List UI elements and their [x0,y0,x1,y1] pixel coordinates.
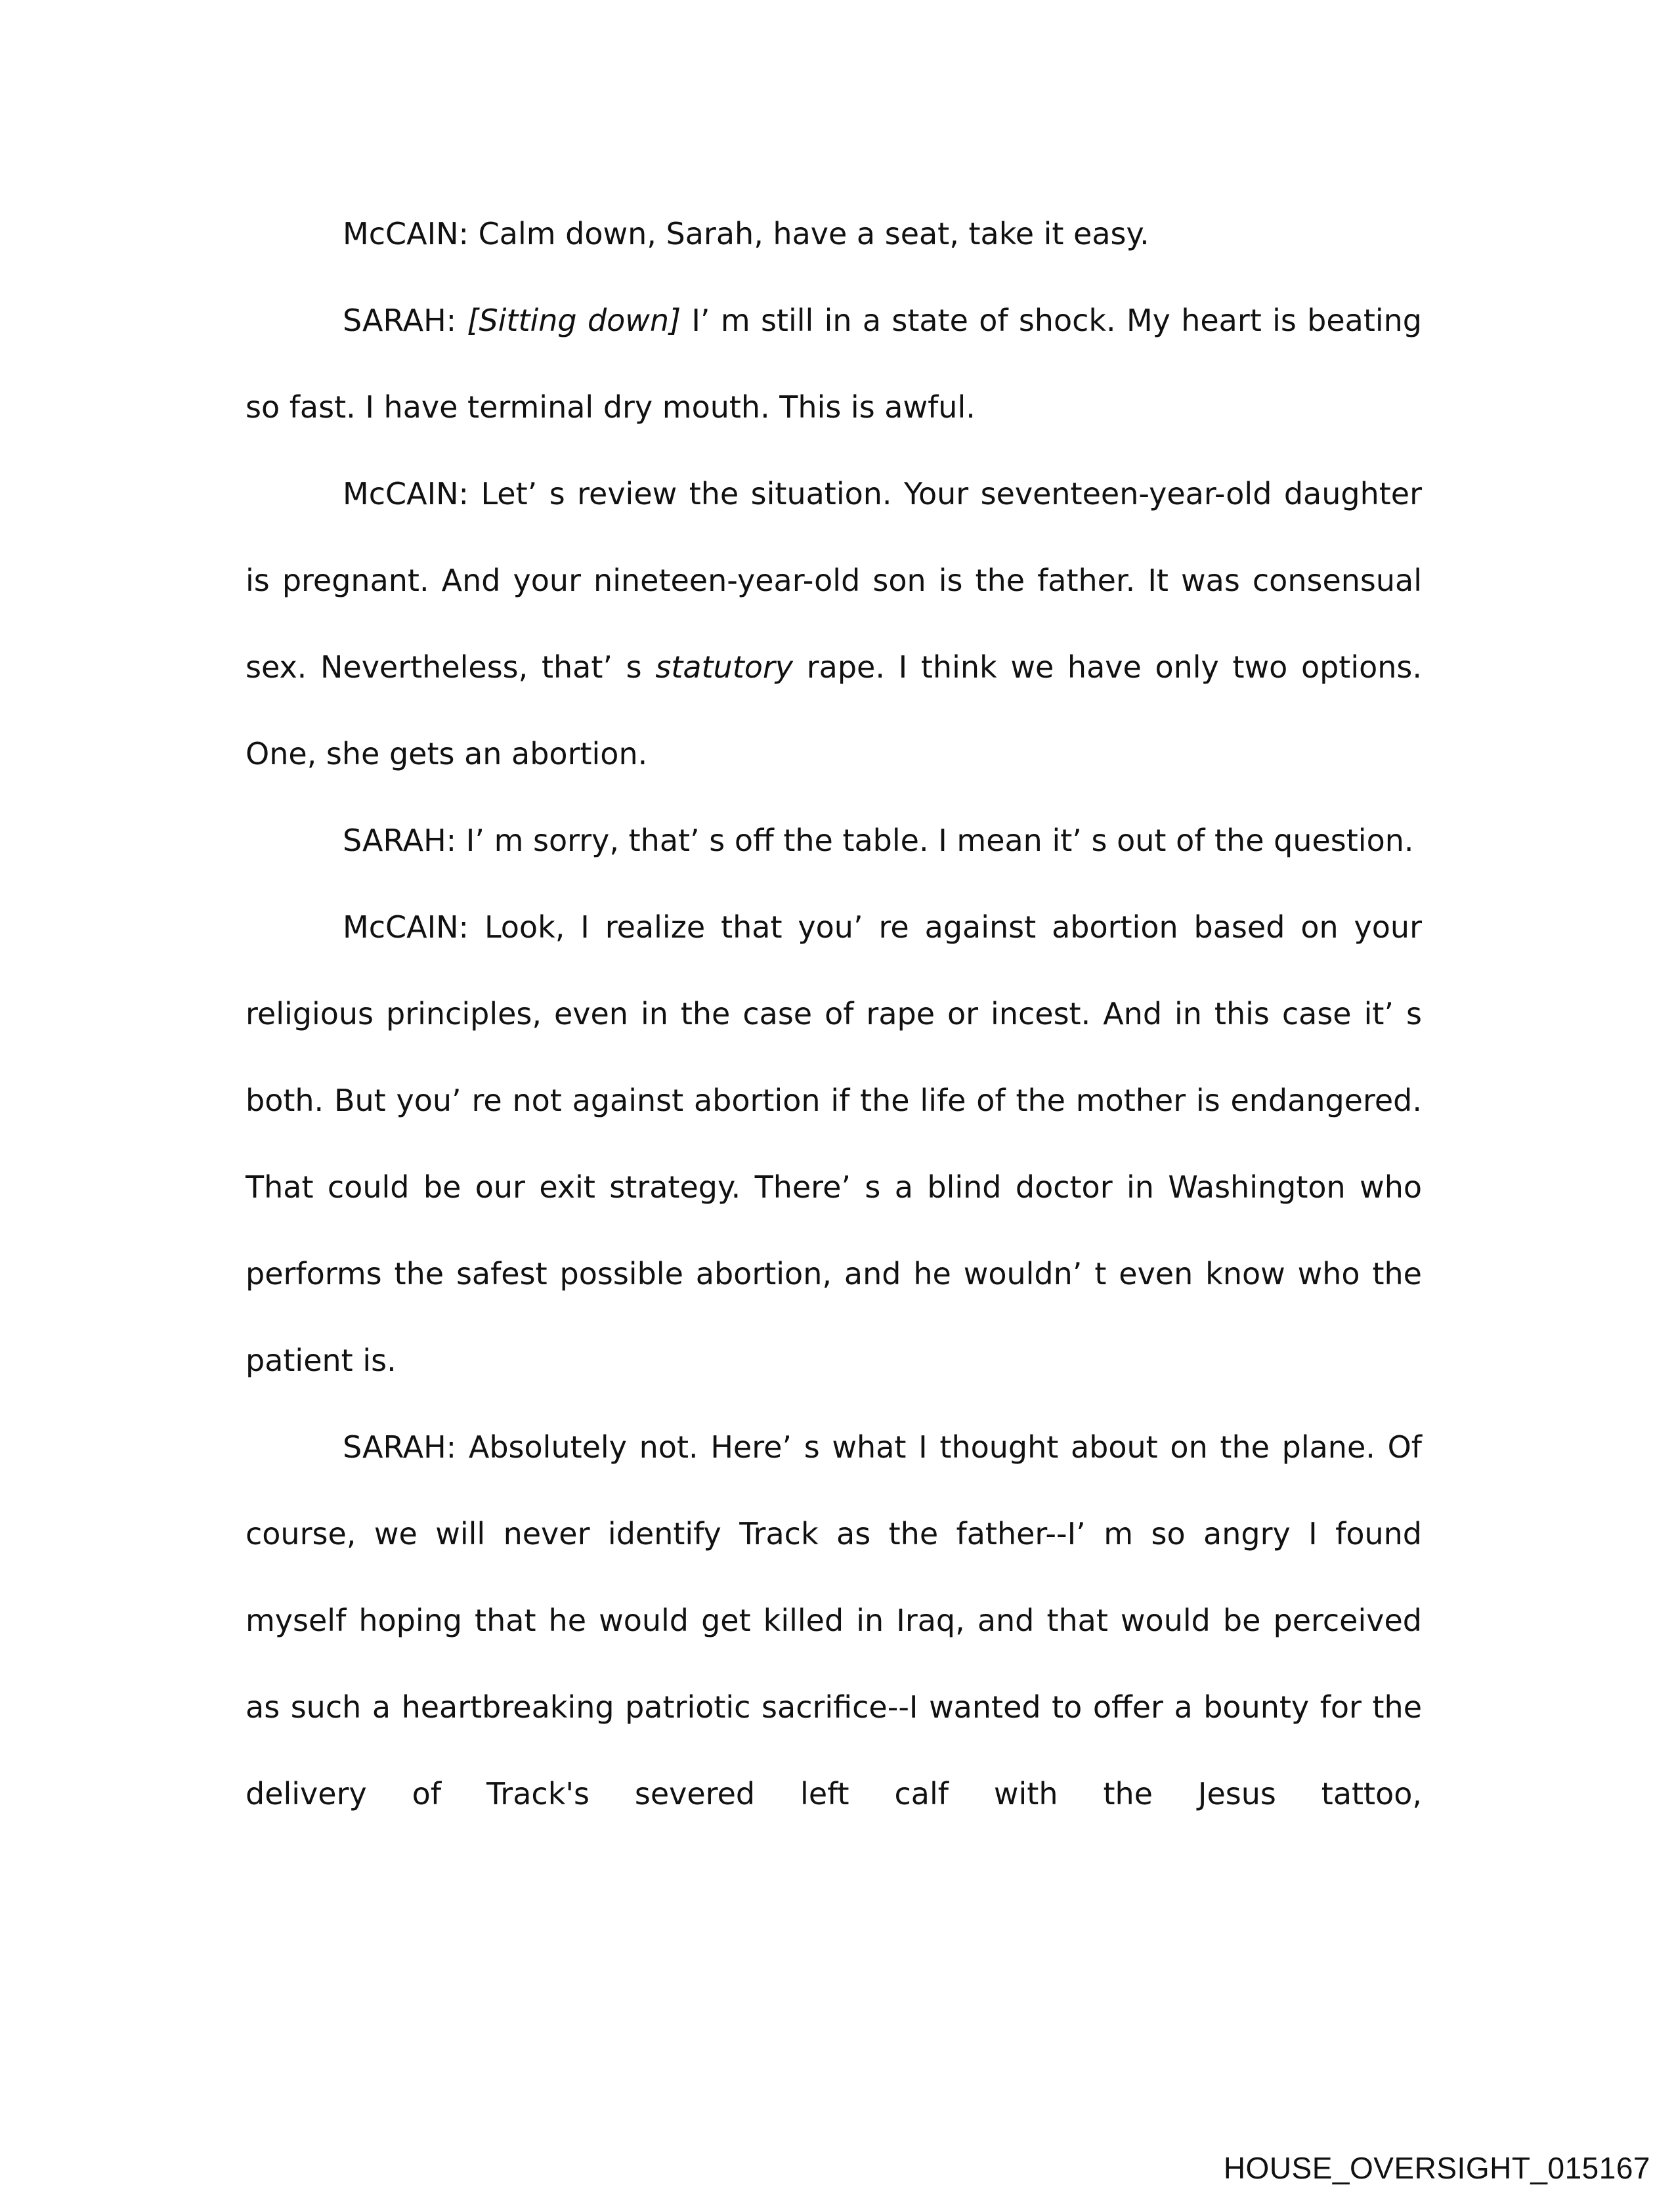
paragraph-text: I’ m still in a state of shock. My heart is beating so fast. I have terminal dry mouth. This is awful. [246,303,1423,425]
emphasized-word: statutory [655,649,794,685]
paragraph-text: McCAIN: Calm down, Sarah, have a seat, take it easy. [343,216,1149,251]
paragraph-text: McCAIN: Look, I realize that you’ re against abortion based on your religious principles, even in the case of rape or incest. And in this case it’ s both. But you’ re not against abortion if the life of the mother is endangered. That could be our exit strategy. There’ s a blind doctor in Washington who performs the safest possible abortion, and he wouldn’ t even know who the patient is. [246,909,1422,1378]
paragraph-sarah-off-table [246,797,1422,884]
paragraph-mccain-exit-strategy [246,884,1422,1404]
paragraph-text-before-emphasis: McCAIN: Let’ s review the situation. Your seventeen-year-old daughter is pregnant. And your nineteen-year-old son is the father. It was consensual sex. Nevertheless, that’ s [246,476,1422,685]
speaker-label: SARAH: [343,303,467,338]
paragraph-text-after-emphasis: rape. I think we have only two options. One, she gets an abortion. [246,649,1422,771]
document-id-footer: HOUSE_OVERSIGHT_015167 [1223,2151,1650,2185]
paragraph-sarah-shock [246,277,1422,450]
document-body [246,190,1422,1837]
paragraph-text: SARAH: I’ m sorry, that’ s off the table. I mean it’ s out of the question. [343,823,1414,858]
stage-direction: [Sitting down] [467,303,681,338]
paragraph-mccain-review [246,450,1422,797]
paragraph-sarah-plane [246,1404,1422,1837]
paragraph-mccain-calm-down [246,190,1422,277]
paragraph-text: SARAH: Absolutely not. Here’ s what I thought about on the plane. Of course, we will never identify Track as the father--I’ m so angry I found myself hoping that he would get killed in Iraq, and that would be perceived as such a heartbreaking patriotic sacrifice--I wanted to offer a bounty for the delivery of Track's severed left calf with the Jesus tattoo, [246,1429,1422,1811]
